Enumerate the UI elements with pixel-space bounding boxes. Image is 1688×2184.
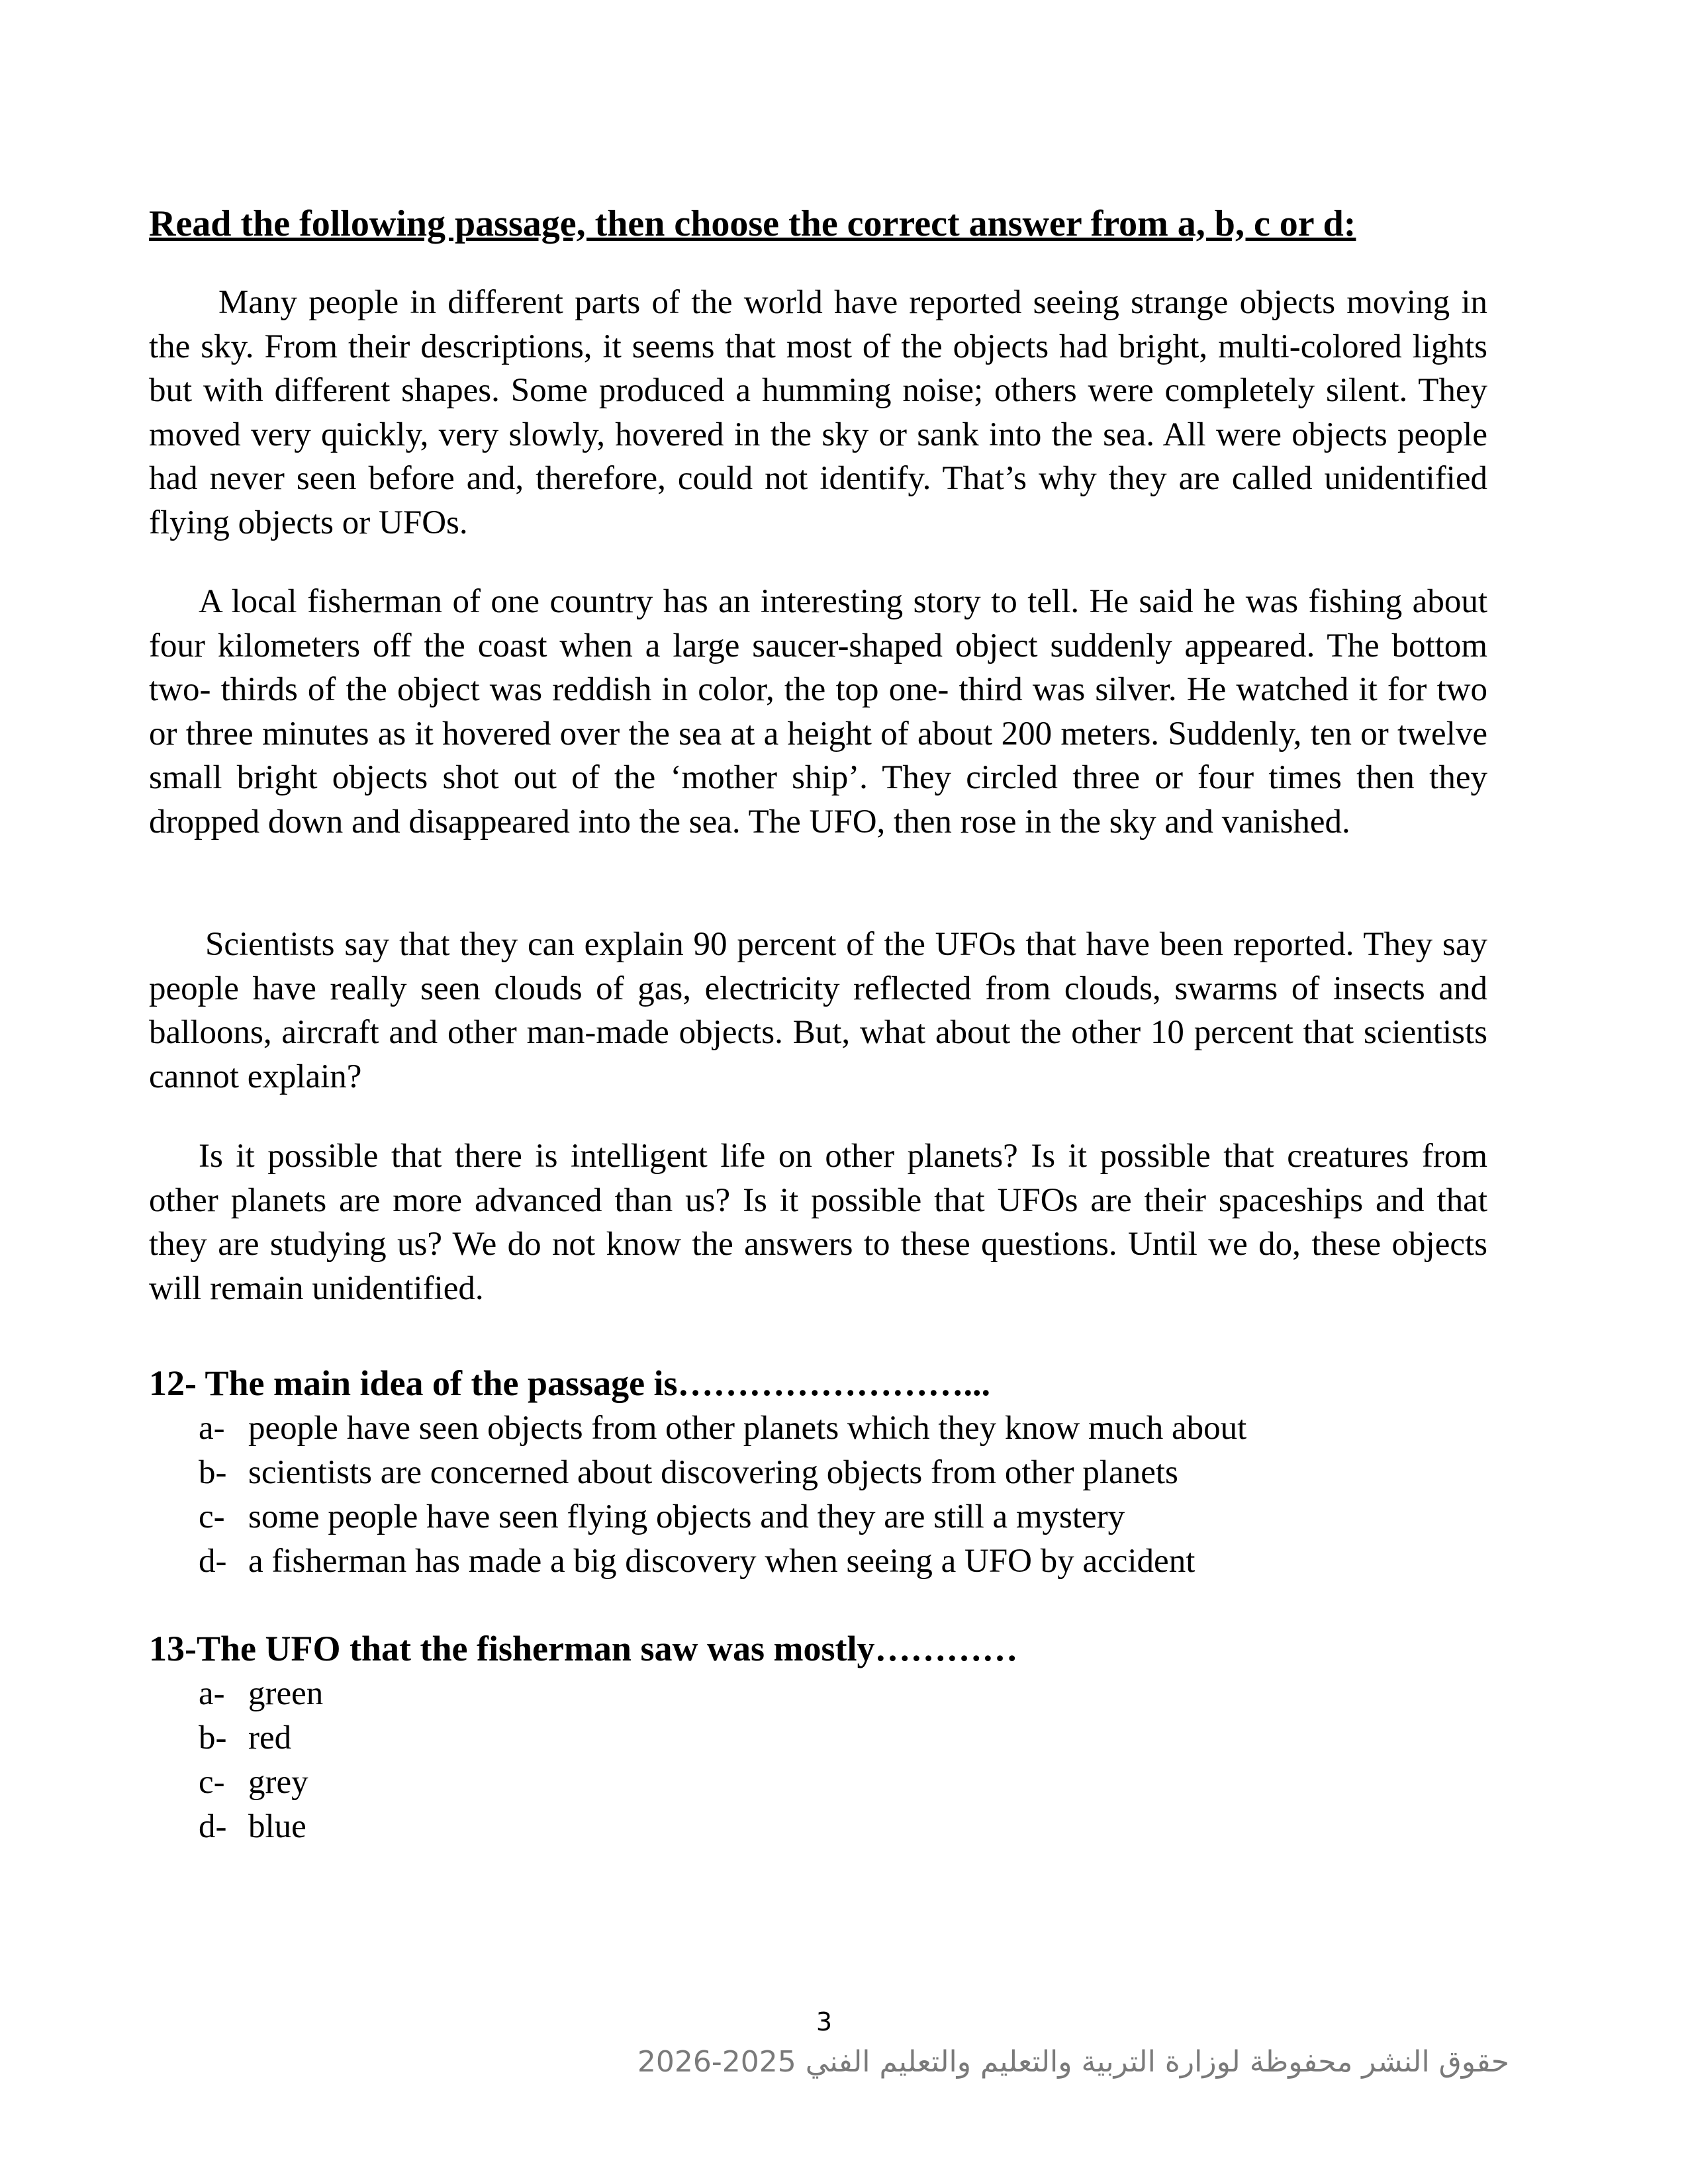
question-12-option-a[interactable] (149, 1406, 1499, 1451)
option-letter: c- (199, 1498, 225, 1535)
question-13-option-b[interactable] (149, 1716, 1499, 1760)
question-12 (149, 1360, 1499, 1584)
option-text: people have seen objects from other planets which they know much about (248, 1410, 1247, 1447)
passage-paragraph-2: A local fisherman of one country has an interesting story to tell. He said he was fishing about four kilometers off the coast when a large saucer-shaped object suddenly appeared. The bottom two- thirds of the object was reddish in color, the top one- third was silver. He watched it for two or three minutes as it hovered over the sea at a height of about 200 meters. Suddenly, ten or twelve small bright objects shot out of the ‘mother ship’. They circled three or four times then they dropped down and disappeared into the sea. The UFO, then rose in the sky and vanished. (149, 583, 1487, 841)
option-text: grey (248, 1764, 308, 1801)
option-letter: d- (199, 1808, 227, 1845)
question-13-option-a[interactable] (149, 1672, 1499, 1716)
option-text: scientists are concerned about discovering objects from other planets (248, 1454, 1178, 1491)
passage-paragraph-3: Scientists say that they can explain 90 percent of the UFOs that have been reported. They say people have really seen clouds of gas, electricity reflected from clouds, swarms of insects and balloons, aircraft and other man-made objects. But, what about the other 10 percent that scientists cannot explain? (149, 926, 1487, 1095)
question-13-option-d[interactable] (149, 1805, 1499, 1849)
passage-paragraph-1: Many people in different parts of the world have reported seeing strange objects moving in the sky. From their descriptions, it seems that most of the objects had bright, multi-colored lights but with different shapes. Some produced a humming noise; others were completely silent. They moved very quickly, very slowly, hovered in the sky or sank into the sea. All were objects people had never seen before and, therefore, could not identify. That’s why they are called unidentified flying objects or UFOs. (149, 284, 1487, 541)
question-12-option-b[interactable] (149, 1451, 1499, 1495)
question-12-option-c[interactable] (149, 1495, 1499, 1539)
question-13-options (149, 1672, 1499, 1849)
passage-paragraph-4: Is it possible that there is intelligent life on other planets? Is it possible that creatures from other planets are more advanced than us? Is it possible that UFOs are their spaceships and that they are studying us? We do not know the answers to these questions. Until we do, these objects will remain unidentified. (149, 1138, 1487, 1307)
instructions-heading: Read the following passage, then choose the correct answer from a, b, c or d: (149, 203, 1356, 244)
option-letter: a- (199, 1410, 225, 1447)
question-12-options (149, 1406, 1499, 1584)
option-letter: a- (199, 1675, 225, 1712)
question-13-option-c[interactable] (149, 1760, 1499, 1805)
copyright-notice: حقوق النشر محفوظة لوزارة التربية والتعليم والتعليم الفني 2025-2026 (637, 2045, 1509, 2079)
option-text: some people have seen flying objects and they are still a mystery (248, 1498, 1125, 1535)
option-letter: b- (199, 1719, 227, 1756)
option-text: red (248, 1719, 292, 1756)
option-letter: b- (199, 1454, 227, 1491)
page-number: 3 (816, 2007, 833, 2036)
option-text: a fisherman has made a big discovery when seeing a UFO by accident (248, 1543, 1196, 1580)
option-letter: c- (199, 1764, 225, 1801)
option-text: blue (248, 1808, 306, 1845)
question-13 (149, 1625, 1499, 1849)
question-12-option-d[interactable] (149, 1539, 1499, 1584)
question-12-stem: 12- The main idea of the passage is……………………... (149, 1363, 991, 1403)
option-text: green (248, 1675, 324, 1712)
question-13-stem: 13-The UFO that the fisherman saw was mostly………… (149, 1629, 1018, 1668)
option-letter: d- (199, 1543, 227, 1580)
